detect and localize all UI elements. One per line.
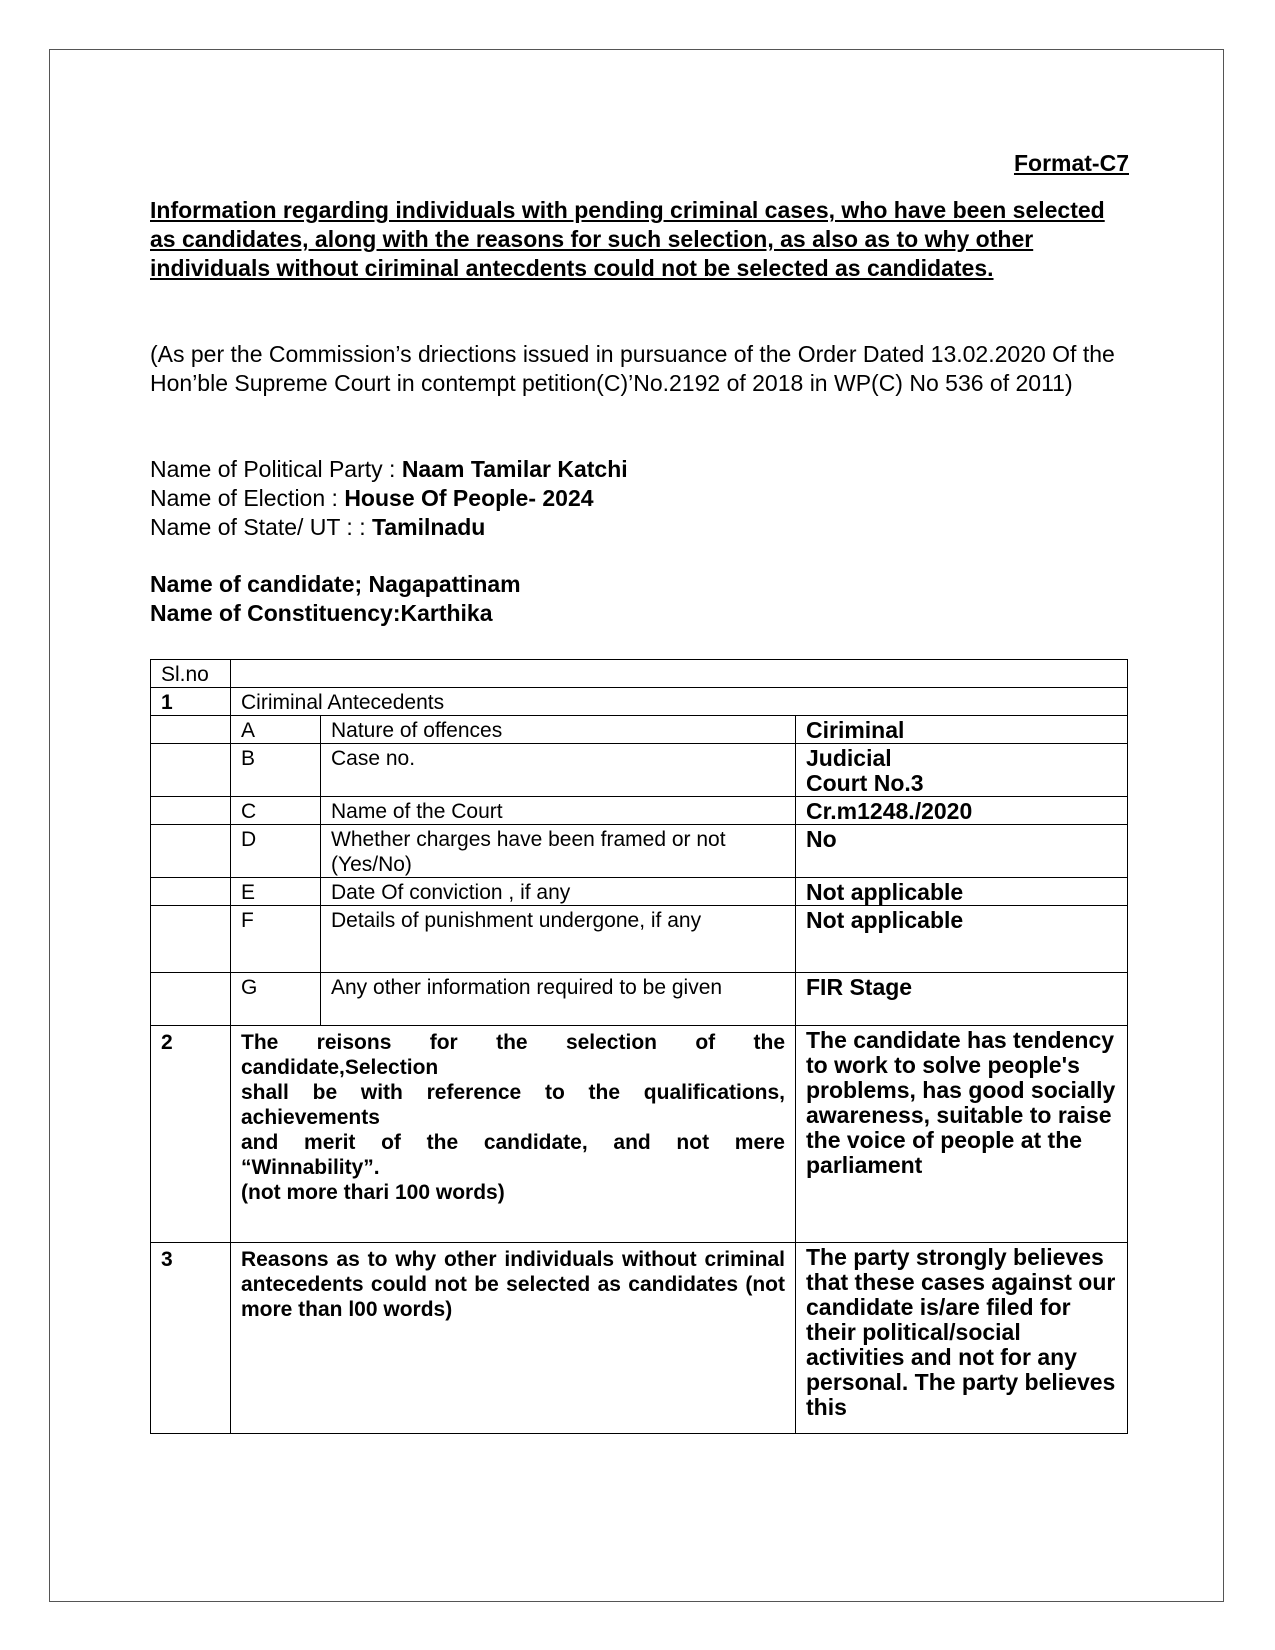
empty-cell bbox=[151, 716, 231, 744]
empty-cell bbox=[151, 878, 231, 906]
election-value: House Of People- 2024 bbox=[344, 485, 594, 511]
item-label: Name of the Court bbox=[321, 797, 796, 825]
table-row bbox=[151, 906, 1128, 973]
state-value: Tamilnadu bbox=[372, 514, 486, 540]
item-value: Judicial Court No.3 bbox=[796, 744, 1128, 797]
empty-cell bbox=[151, 825, 231, 878]
table-row bbox=[151, 825, 1128, 878]
table-row bbox=[151, 716, 1128, 744]
row-number: 1 bbox=[151, 688, 231, 716]
item-value: Cr.m1248./2020 bbox=[796, 797, 1128, 825]
header-empty bbox=[231, 660, 1128, 688]
party-value: Naam Tamilar Katchi bbox=[401, 456, 628, 482]
item-value: Ciriminal bbox=[796, 716, 1128, 744]
selection-reason-answer: The candidate has tendency to work to solve people's problems, has good socially awareness, suitable to raise the voice of people at the parliament bbox=[796, 1026, 1128, 1243]
item-label: Whether charges have been framed or not (Yes/No) bbox=[321, 825, 796, 878]
item-letter: E bbox=[231, 878, 321, 906]
format-label: Format-C7 bbox=[1013, 150, 1129, 176]
state-line bbox=[150, 513, 628, 542]
question-line: shall be with reference to the qualifications, achievements bbox=[241, 1081, 785, 1129]
item-letter: F bbox=[231, 906, 321, 973]
row-title: Ciriminal Antecedents bbox=[231, 688, 1128, 716]
table-row bbox=[151, 1026, 1128, 1243]
other-individuals-answer: The party strongly believes that these cases against our candidate is/are filed for their political/social activities and not for any personal. The party believes this bbox=[796, 1243, 1128, 1434]
table-row bbox=[151, 1243, 1128, 1434]
empty-cell bbox=[151, 906, 231, 973]
empty-cell bbox=[151, 797, 231, 825]
header-slno: Sl.no bbox=[151, 660, 231, 688]
election-line bbox=[150, 484, 628, 513]
table-header-row bbox=[151, 660, 1128, 688]
item-letter: C bbox=[231, 797, 321, 825]
item-letter: D bbox=[231, 825, 321, 878]
criminal-antecedents-table bbox=[150, 659, 1128, 1434]
empty-cell bbox=[151, 744, 231, 797]
other-individuals-question: Reasons as to why other individuals without criminal antecedents could not be selected as candidates (not more than l00 words) bbox=[231, 1243, 796, 1434]
question-line: (not more thari 100 words) bbox=[241, 1181, 505, 1204]
party-label: Name of Political Party : bbox=[150, 456, 402, 482]
item-value: FIR Stage bbox=[796, 973, 1128, 1026]
item-label: Any other information required to be given bbox=[321, 973, 796, 1026]
table-row bbox=[151, 744, 1128, 797]
commission-note: (As per the Commission’s driections issued in pursuance of the Order Dated 13.02.2020 Of the Hon’ble Supreme Court in contempt petition(C)’No.2192 of 2018 in WP(C) No 536 of 2011) bbox=[150, 341, 1115, 396]
table-row bbox=[151, 797, 1128, 825]
item-label: Details of punishment undergone, if any bbox=[321, 906, 796, 973]
item-letter: G bbox=[231, 973, 321, 1026]
item-value: Not applicable bbox=[796, 906, 1128, 973]
empty-cell bbox=[151, 973, 231, 1026]
party-line bbox=[150, 455, 628, 484]
constituency-line: Name of Constituency:Karthika bbox=[150, 600, 493, 626]
table-row bbox=[151, 688, 1128, 716]
table-row bbox=[151, 973, 1128, 1026]
row-number: 2 bbox=[151, 1026, 231, 1243]
election-label: Name of Election : bbox=[150, 485, 345, 511]
item-letter: A bbox=[231, 716, 321, 744]
row-number: 3 bbox=[151, 1243, 231, 1434]
question-line: The reisons for the selection of the candidate,Selection bbox=[241, 1031, 785, 1079]
item-letter: B bbox=[231, 744, 321, 797]
candidate-line: Name of candidate; Nagapattinam bbox=[150, 571, 521, 597]
question-line: and merit of the candidate, and not mere “Winnability”. bbox=[241, 1131, 785, 1179]
document-heading: Information regarding individuals with pending criminal cases, who have been selected as candidates, along with the reasons for such selection, as also as to why other individuals without ciriminal antecdents could not be selected as candidates. bbox=[150, 197, 1105, 281]
candidate-details bbox=[150, 570, 521, 628]
item-label: Date Of conviction , if any bbox=[321, 878, 796, 906]
item-label: Nature of offences bbox=[321, 716, 796, 744]
selection-reason-question bbox=[231, 1026, 796, 1243]
party-details bbox=[150, 455, 628, 542]
item-value: Not applicable bbox=[796, 878, 1128, 906]
item-label: Case no. bbox=[321, 744, 796, 797]
state-label: Name of State/ UT : : bbox=[150, 514, 372, 540]
item-value: No bbox=[796, 825, 1128, 878]
table-row bbox=[151, 878, 1128, 906]
